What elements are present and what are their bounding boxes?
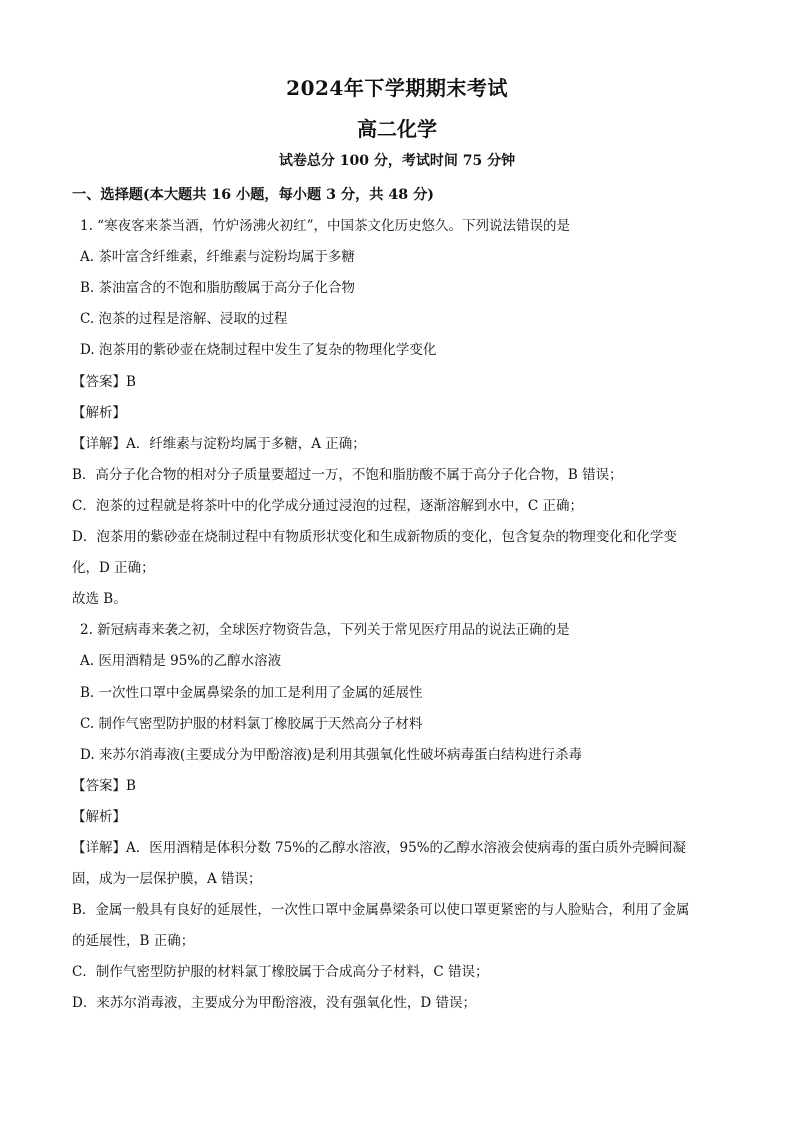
text-line: 【详解】A．医用酒精是体积分数 75%的乙醇水溶液，95%的乙醇水溶液会使病毒的蛋白质外壳瞬间凝 bbox=[72, 839, 687, 856]
text-line: C. 泡茶的过程是溶解、浸取的过程 bbox=[80, 311, 288, 328]
text-line: B. 茶油富含的不饱和脂肪酸属于高分子化合物 bbox=[80, 280, 356, 297]
exam-subject: 高二化学 bbox=[357, 117, 437, 141]
text-line: 【答案】B bbox=[72, 373, 136, 390]
text-line: D．泡茶用的紫砂壶在烧制过程中有物质形状变化和生成新物质的变化，包含复杂的物理变化和化学变 bbox=[72, 529, 677, 546]
exam-info: 试卷总分 100 分，考试时间 75 分钟 bbox=[278, 153, 516, 169]
text-line: B. 一次性口罩中金属鼻梁条的加工是利用了金属的延展性 bbox=[80, 684, 423, 701]
text-line: 【解析】 bbox=[72, 808, 126, 825]
text-line: 【解析】 bbox=[72, 404, 126, 421]
text-line: A. 医用酒精是 95%的乙醇水溶液 bbox=[80, 653, 282, 670]
text-line: C. 制作气密型防护服的材料氯丁橡胶属于天然高分子材料 bbox=[80, 715, 423, 732]
text-line: 化，D 正确； bbox=[72, 560, 155, 577]
text-line: 【答案】B bbox=[72, 777, 136, 794]
text-line: C．泡茶的过程就是将茶叶中的化学成分通过浸泡的过程，逐渐溶解到水中，C 正确； bbox=[72, 497, 583, 514]
text-line: B．金属一般具有良好的延展性，一次性口罩中金属鼻梁条可以使口罩更紧密的与人脸贴合，利用了金属 bbox=[72, 902, 690, 919]
text-line: 的延展性，B 正确； bbox=[72, 933, 195, 950]
text-line: D. 泡茶用的紫砂壶在烧制过程中发生了复杂的物理化学变化 bbox=[80, 342, 437, 359]
text-line: C．制作气密型防护服的材料氯丁橡胶属于合成高分子材料，C 错误； bbox=[72, 964, 489, 981]
text-line: 1. “寒夜客来茶当酒，竹炉汤沸火初红”，中国茶文化历史悠久。下列说法错误的是 bbox=[80, 218, 570, 235]
text-line: A. 茶叶富含纤维素，纤维素与淀粉均属于多糖 bbox=[80, 249, 355, 266]
text-line: D. 来苏尔消毒液(主要成分为甲酚溶液)是利用其强氧化性破坏病毒蛋白结构进行杀毒 bbox=[80, 746, 582, 763]
text-line: 一、选择题(本大题共 16 小题，每小题 3 分，共 48 分) bbox=[72, 187, 434, 203]
text-line: D．来苏尔消毒液，主要成分为甲酚溶液，没有强氧化性，D 错误； bbox=[72, 995, 476, 1012]
text-line: 2. 新冠病毒来袭之初，全球医疗物资告急，下列关于常见医疗用品的说法正确的是 bbox=[80, 622, 570, 639]
text-line: B．高分子化合物的相对分子质量要超过一万，不饱和脂肪酸不属于高分子化合物，B 错误； bbox=[72, 466, 623, 483]
exam-title: 2024年下学期期末考试 bbox=[286, 76, 508, 100]
text-line: 故选 B。 bbox=[72, 591, 127, 608]
text-line: 固，成为一层保护膜，A 错误； bbox=[72, 871, 262, 888]
text-line: 【详解】A．纤维素与淀粉均属于多糖，A 正确； bbox=[72, 435, 366, 452]
document-body bbox=[72, 180, 732, 1020]
